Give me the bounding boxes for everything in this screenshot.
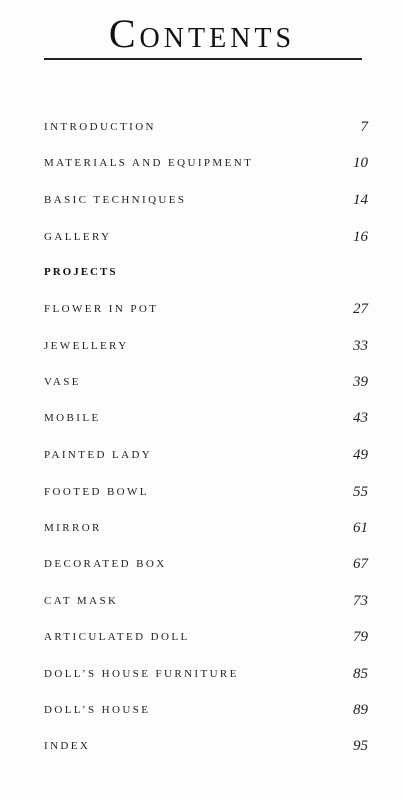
page-title: Contents — [108, 11, 296, 56]
toc-entry-label: CAT MASK — [44, 595, 119, 607]
toc-entry — [44, 518, 368, 538]
toc-entry-page: 14 — [353, 192, 368, 208]
toc-entry-page: 43 — [353, 410, 368, 426]
toc-entry-page: 67 — [353, 556, 368, 572]
toc-entry — [44, 299, 368, 319]
toc-entry — [44, 117, 368, 137]
toc-entry — [44, 700, 368, 720]
toc-entry — [44, 153, 368, 173]
toc-entry-page: 55 — [353, 484, 368, 500]
toc-entry-label: DOLL’S HOUSE — [44, 704, 151, 716]
toc-entry-page: 33 — [353, 338, 368, 354]
toc-entry-page: 10 — [353, 155, 368, 171]
toc-entry — [44, 445, 368, 465]
toc-entry — [44, 664, 368, 684]
section-heading-projects: PROJECTS — [44, 266, 118, 278]
toc-entry-page: 39 — [353, 374, 368, 390]
toc-entry-label: ARTICULATED DOLL — [44, 631, 190, 643]
title-underline — [44, 58, 362, 60]
toc-entry — [44, 336, 368, 356]
toc-entry-label: FLOWER IN POT — [44, 303, 159, 315]
toc-entry — [44, 554, 368, 574]
toc-entry-label: JEWELLERY — [44, 340, 129, 352]
toc-entry-page: 61 — [353, 520, 368, 536]
toc-entry-page: 85 — [353, 666, 368, 682]
toc-entry — [44, 591, 368, 611]
toc-entry-label: MIRROR — [44, 522, 102, 534]
toc-entry-label: MOBILE — [44, 412, 101, 424]
toc-entry-page: 73 — [353, 593, 368, 609]
toc-entry — [44, 408, 368, 428]
toc-entry — [44, 482, 368, 502]
toc-entry-label: GALLERY — [44, 231, 112, 243]
toc-entry-label: PAINTED LADY — [44, 449, 153, 461]
toc-entry-page: 79 — [353, 629, 368, 645]
toc-entry-page: 16 — [353, 229, 368, 245]
toc-entry-label: INDEX — [44, 740, 91, 752]
toc-entry-page: 7 — [360, 119, 368, 135]
toc-entry — [44, 372, 368, 392]
toc-entry-page: 49 — [353, 447, 368, 463]
toc-entry-label: DOLL’S HOUSE FURNITURE — [44, 668, 239, 680]
toc-entry — [44, 190, 368, 210]
toc-entry — [44, 627, 368, 647]
toc-entry-label: MATERIALS AND EQUIPMENT — [44, 157, 254, 169]
toc-entry-label: DECORATED BOX — [44, 558, 167, 570]
toc-entry — [44, 736, 368, 756]
toc-entry-label: VASE — [44, 376, 81, 388]
toc-entry-page: 27 — [353, 301, 368, 317]
toc-entry-label: FOOTED BOWL — [44, 486, 149, 498]
toc-entry-label: INTRODUCTION — [44, 121, 156, 133]
toc-entry-label: BASIC TECHNIQUES — [44, 194, 187, 206]
toc-entry-page: 95 — [353, 738, 368, 754]
toc-entry — [44, 227, 368, 247]
toc-entry-page: 89 — [353, 702, 368, 718]
